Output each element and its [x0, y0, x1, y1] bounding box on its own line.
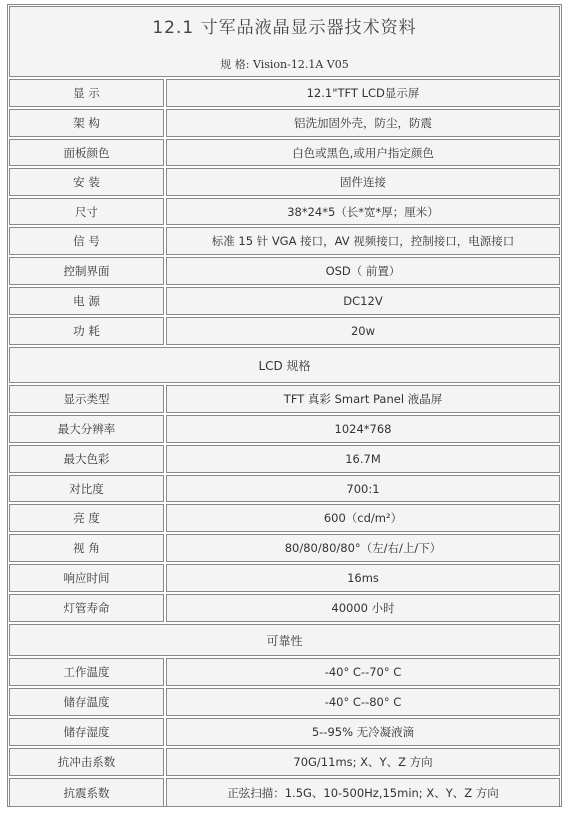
- spec-label: 控制界面: [9, 257, 164, 285]
- spec-value: 40000 小时: [166, 594, 560, 622]
- spec-value: -40° C--80° C: [166, 688, 560, 716]
- spec-value: OSD（ 前置）: [166, 257, 560, 285]
- title-block: [9, 6, 560, 77]
- spec-value: 正弦扫描：1.5G、10-500Hz,15min; X、Y、Z 方向: [166, 778, 560, 807]
- spec-value: 600（cd/m²）: [166, 504, 560, 532]
- spec-value: 16ms: [166, 564, 560, 592]
- section-title: LCD 规格: [9, 347, 560, 383]
- spec-label: 响应时间: [9, 564, 164, 592]
- spec-row: [9, 139, 560, 166]
- spec-row: [9, 445, 560, 473]
- spec-value: 12.1"TFT LCD显示屏: [166, 79, 560, 107]
- spec-row: [9, 79, 560, 107]
- spec-value: 38*24*5（长*宽*厚；厘米）: [166, 198, 560, 225]
- spec-value: 铝洗加固外壳，防尘，防震: [166, 109, 560, 137]
- spec-row: [9, 504, 560, 532]
- spec-value: -40° C--70° C: [166, 658, 560, 686]
- spec-value: 5--95% 无冷凝液滴: [166, 718, 560, 746]
- spec-label: 灯管寿命: [9, 594, 164, 622]
- spec-sheet: [7, 4, 562, 807]
- spec-value: TFT 真彩 Smart Panel 液晶屏: [166, 385, 560, 413]
- document-title: 12.1 寸军品液晶显示器技术资料: [152, 18, 417, 38]
- spec-label: 对比度: [9, 475, 164, 502]
- spec-row: [9, 287, 560, 315]
- spec-row: [9, 534, 560, 562]
- spec-row: [9, 317, 560, 345]
- spec-label: 工作温度: [9, 658, 164, 686]
- section-header-row: [9, 624, 560, 656]
- spec-row: [9, 415, 560, 443]
- spec-row: [9, 594, 560, 622]
- spec-label: 架 构: [9, 109, 164, 137]
- spec-row: [9, 748, 560, 776]
- spec-label: 信 号: [9, 227, 164, 255]
- spec-value: 白色或黑色,或用户指定颜色: [166, 139, 560, 166]
- spec-value: DC12V: [166, 287, 560, 315]
- spec-row: [9, 168, 560, 196]
- spec-value: 700:1: [166, 475, 560, 502]
- spec-value: 70G/11ms; X、Y、Z 方向: [166, 748, 560, 776]
- spec-row: [9, 109, 560, 137]
- spec-row: [9, 688, 560, 716]
- spec-label: 视 角: [9, 534, 164, 562]
- spec-label: 尺寸: [9, 198, 164, 225]
- spec-row: [9, 227, 560, 255]
- spec-row: [9, 778, 560, 807]
- spec-value: 16.7M: [166, 445, 560, 473]
- model-spec: 规 格: Vision-12.1A V05: [220, 58, 349, 71]
- spec-row: [9, 475, 560, 502]
- spec-value: 80/80/80/80°（左/右/上/下）: [166, 534, 560, 562]
- spec-label: 面板颜色: [9, 139, 164, 166]
- spec-label: 显 示: [9, 79, 164, 107]
- spec-label: 抗冲击系数: [9, 748, 164, 776]
- spec-row: [9, 257, 560, 285]
- spec-value: 标准 15 针 VGA 接口，AV 视频接口，控制接口，电源接口: [166, 227, 560, 255]
- spec-row: [9, 385, 560, 413]
- spec-row: [9, 658, 560, 686]
- spec-value: 1024*768: [166, 415, 560, 443]
- spec-value: 20w: [166, 317, 560, 345]
- spec-value: 固件连接: [166, 168, 560, 196]
- spec-row: [9, 718, 560, 746]
- spec-label: 亮 度: [9, 504, 164, 532]
- spec-label: 安 装: [9, 168, 164, 196]
- spec-label: 储存湿度: [9, 718, 164, 746]
- spec-row: [9, 198, 560, 225]
- spec-label: 最大色彩: [9, 445, 164, 473]
- spec-label: 显示类型: [9, 385, 164, 413]
- spec-label: 电 源: [9, 287, 164, 315]
- section-title: 可靠性: [9, 624, 560, 656]
- spec-label: 抗震系数: [9, 778, 164, 807]
- spec-row: [9, 564, 560, 592]
- section-header-row: [9, 347, 560, 383]
- spec-label: 最大分辨率: [9, 415, 164, 443]
- spec-label: 功 耗: [9, 317, 164, 345]
- spec-label: 储存温度: [9, 688, 164, 716]
